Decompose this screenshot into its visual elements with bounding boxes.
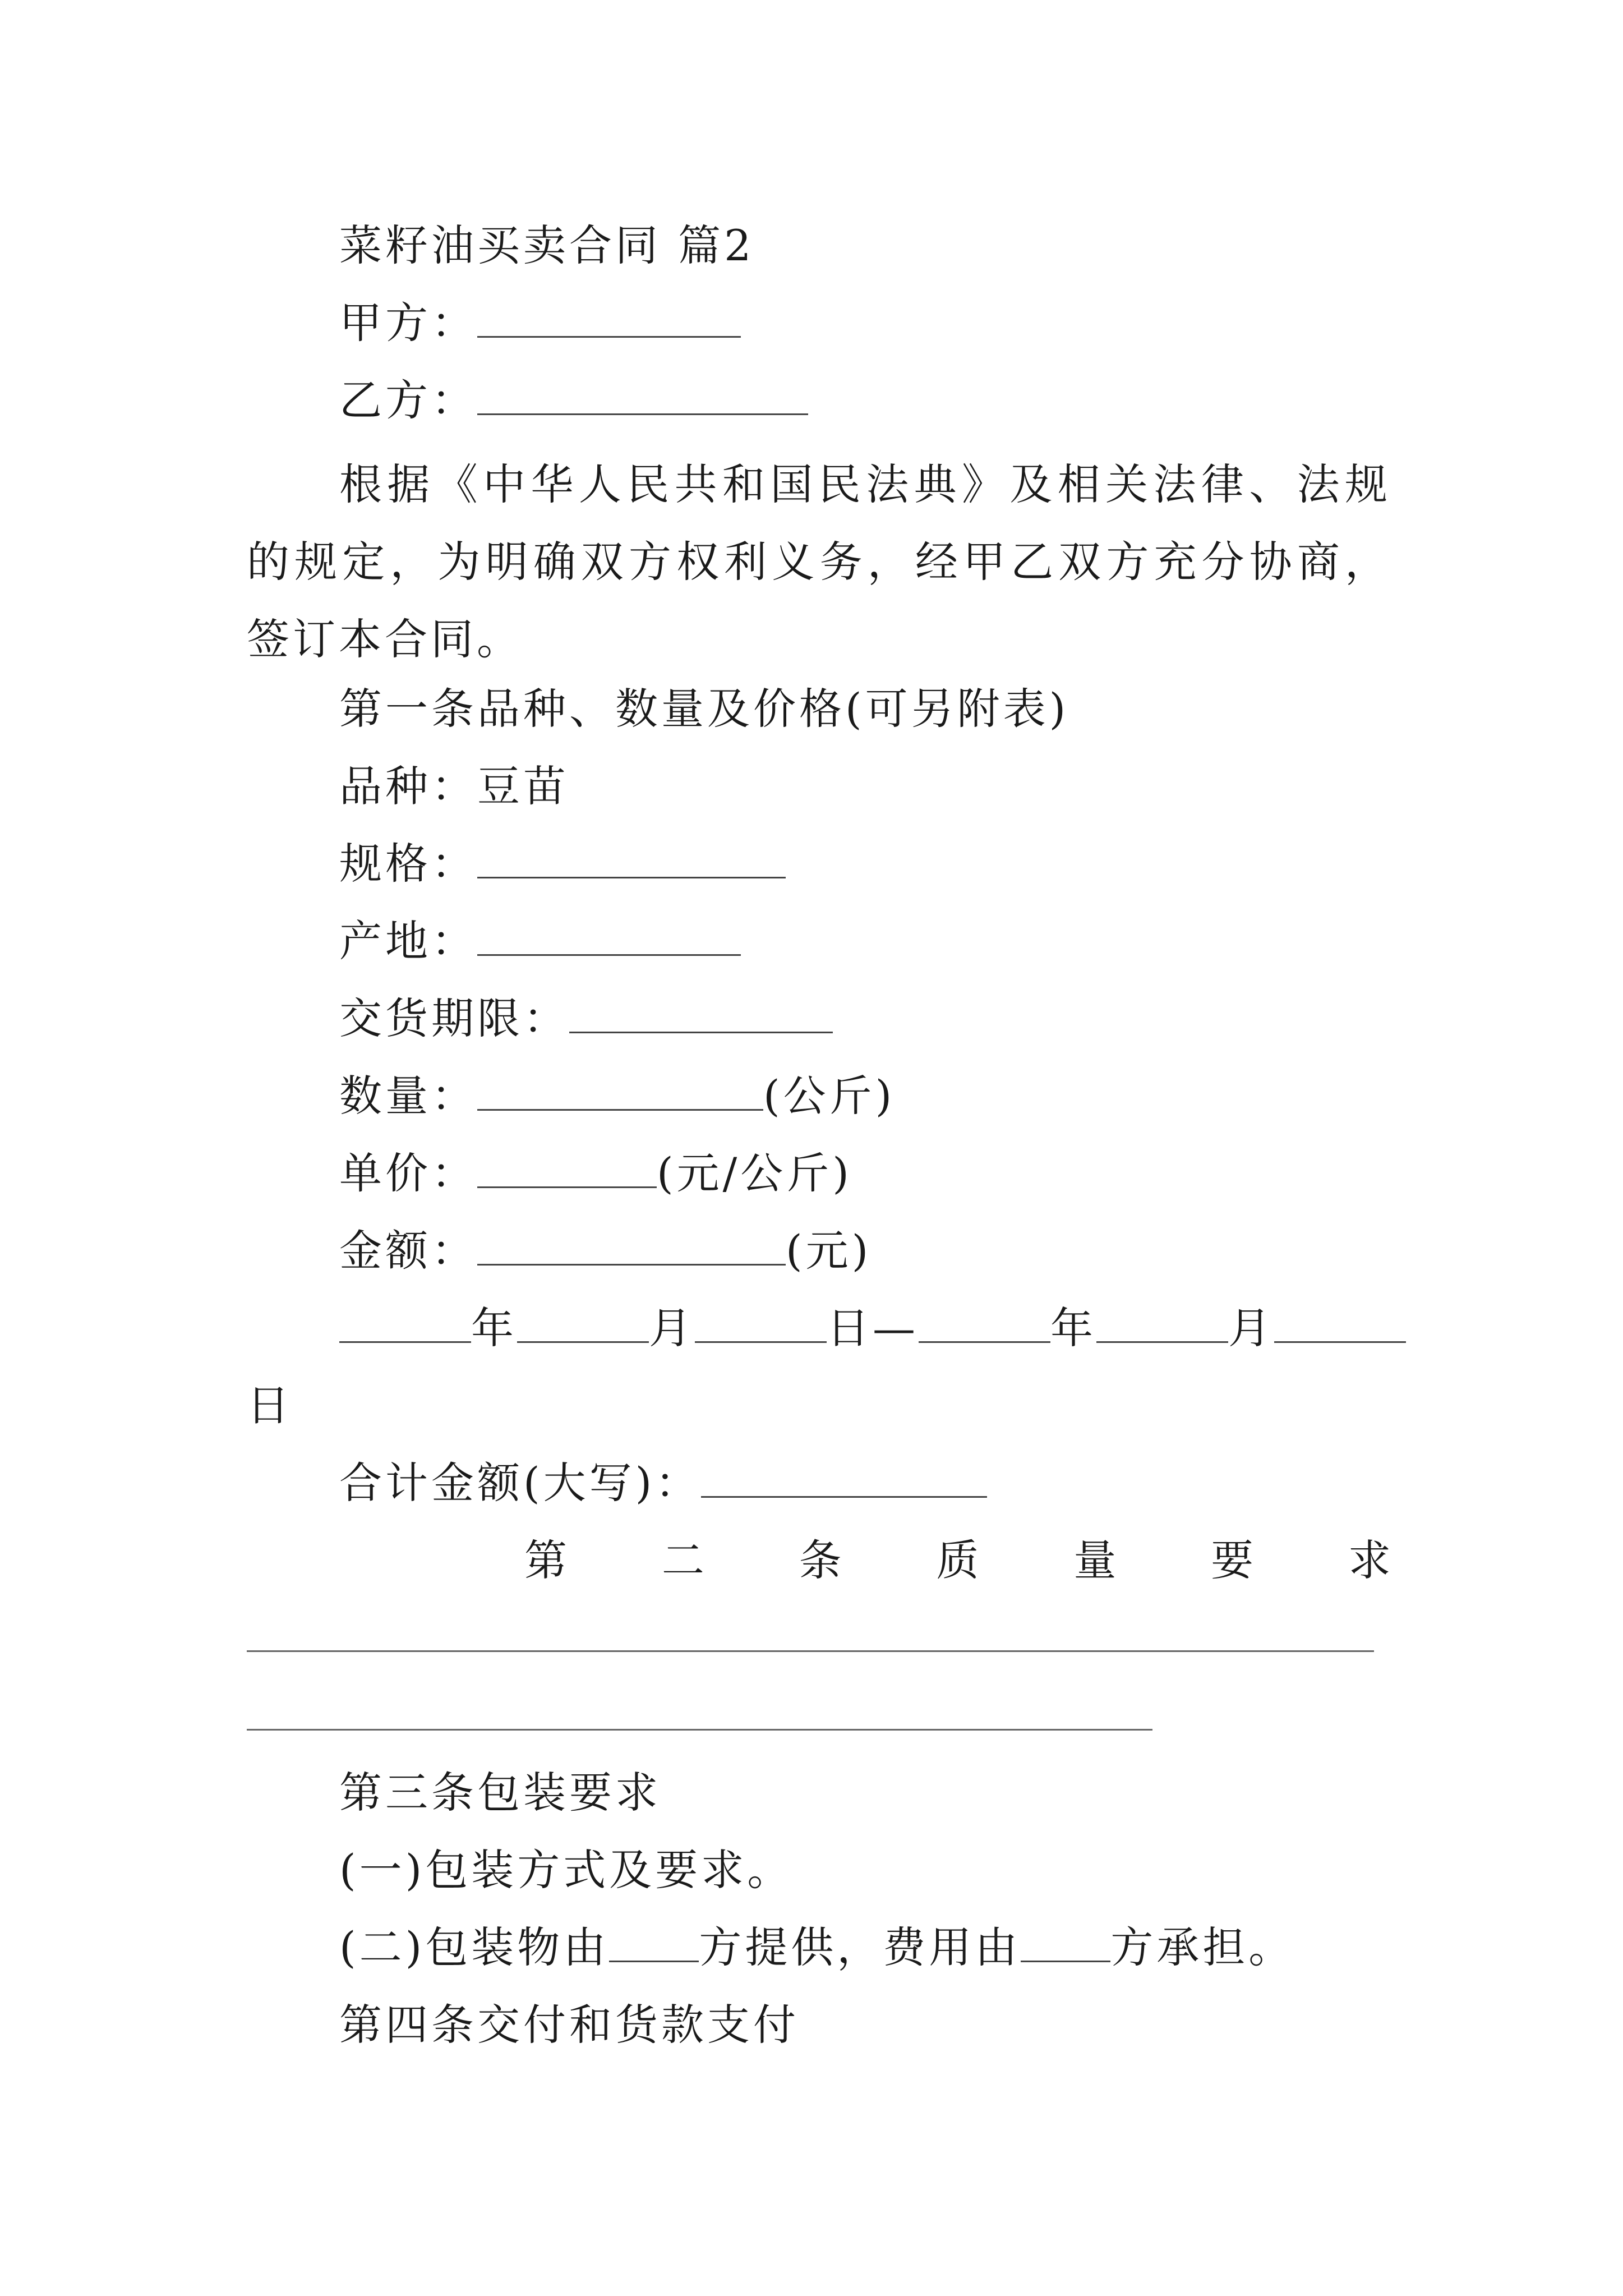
spec-blank[interactable] — [477, 842, 786, 878]
total-label: 合计金额(大写)： — [339, 1458, 702, 1508]
price-label: 单价： — [339, 1148, 477, 1198]
price-unit: (元/公斤) — [657, 1148, 852, 1198]
quantity-line — [339, 1068, 895, 1124]
delivery-line — [339, 991, 833, 1047]
start-year-label: 年 — [471, 1303, 517, 1353]
end-day-blank[interactable] — [1274, 1306, 1406, 1343]
article-2-char: 条 — [799, 1535, 842, 1585]
party-a-blank[interactable] — [477, 301, 741, 338]
end-year-blank[interactable] — [919, 1306, 1050, 1343]
party-b-blank[interactable] — [477, 379, 808, 415]
date-range-line — [339, 1300, 1406, 1356]
packaging-provider-blank[interactable] — [609, 1926, 699, 1962]
origin-blank[interactable] — [477, 919, 741, 956]
price-line — [339, 1145, 852, 1202]
party-a-line — [339, 295, 741, 351]
amount-line — [339, 1223, 872, 1279]
party-b-line — [339, 372, 808, 429]
quality-blank-line-1[interactable] — [247, 1650, 1374, 1652]
packaging-provider-label: (二)包装物由 — [339, 1922, 610, 1972]
start-day-blank[interactable] — [695, 1306, 827, 1343]
article-3-heading: 第三条包装要求 — [339, 1768, 661, 1818]
delivery-blank[interactable] — [569, 997, 833, 1033]
start-day-label: 日 — [827, 1303, 873, 1353]
origin-line — [339, 913, 741, 969]
article-2-heading — [524, 1533, 1391, 1589]
article-2-char: 第 — [524, 1535, 567, 1585]
article-2-char: 质 — [936, 1535, 979, 1585]
spec-line — [339, 836, 786, 892]
end-month-blank[interactable] — [1096, 1306, 1228, 1343]
intro-paragraph: 根据《中华人民共和国民法典》及相关法律、法规的规定，为明确双方权利义务，经甲乙双方充分协商，签订本合同。 — [247, 459, 1391, 664]
packaging-cost-suffix: 方承担。 — [1110, 1922, 1295, 1972]
end-year-label: 年 — [1050, 1303, 1096, 1353]
start-year-blank[interactable] — [339, 1306, 471, 1343]
variety-line: 品种：豆苗 — [339, 761, 569, 811]
quantity-blank[interactable] — [477, 1074, 763, 1111]
party-b-label: 乙方： — [339, 375, 477, 425]
total-blank[interactable] — [701, 1461, 987, 1498]
start-month-label: 月 — [649, 1303, 695, 1353]
spec-label: 规格： — [339, 839, 477, 889]
start-month-blank[interactable] — [517, 1306, 649, 1343]
quantity-label: 数量： — [339, 1071, 477, 1121]
article-2-char: 要 — [1211, 1535, 1254, 1585]
end-month-label: 月 — [1228, 1303, 1274, 1353]
article-2-char: 二 — [661, 1535, 704, 1585]
amount-blank[interactable] — [477, 1229, 786, 1266]
party-a-label: 甲方： — [339, 298, 477, 348]
article-2-char: 量 — [1073, 1535, 1117, 1585]
packaging-item-2 — [339, 1920, 1294, 1976]
article-2-char: 求 — [1348, 1535, 1391, 1585]
article-4-heading: 第四条交付和货款支付 — [339, 2000, 799, 2050]
price-blank[interactable] — [477, 1152, 657, 1188]
quality-blank-line-2[interactable] — [247, 1729, 1152, 1731]
document-title: 菜籽油买卖合同 篇2 — [339, 220, 755, 270]
packaging-cost-blank[interactable] — [1021, 1926, 1110, 1962]
total-line — [339, 1455, 987, 1511]
date-dash: — — [873, 1303, 919, 1353]
article-1-heading: 第一条品种、数量及价格(可另附表) — [339, 684, 1069, 734]
end-day-label: 日 — [247, 1381, 293, 1430]
delivery-label: 交货期限： — [339, 993, 569, 1043]
quantity-unit: (公斤) — [763, 1071, 896, 1121]
packaging-item-1: (一)包装方式及要求。 — [339, 1845, 794, 1895]
amount-unit: (元) — [786, 1226, 872, 1276]
packaging-cost-label: 方提供，费用由 — [699, 1922, 1021, 1972]
origin-label: 产地： — [339, 916, 477, 966]
amount-label: 金额： — [339, 1226, 477, 1276]
